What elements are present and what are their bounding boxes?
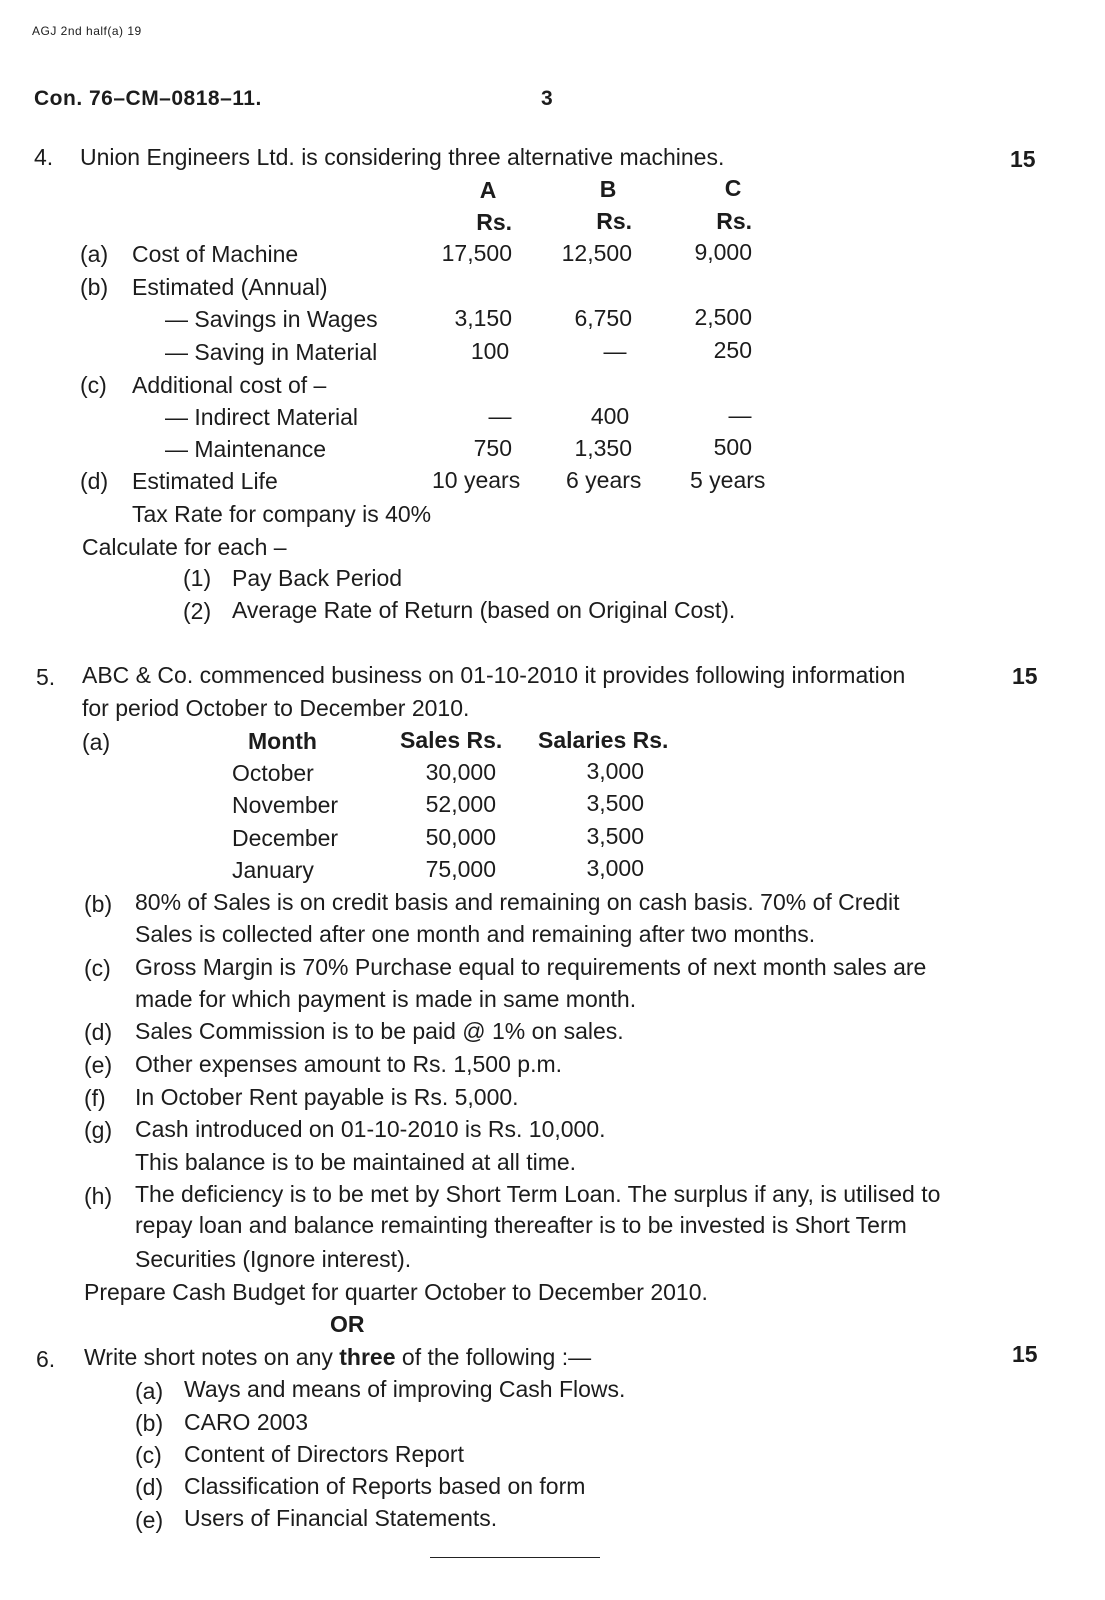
point-line: Sales Commission is to be paid @ 1% on sales. — [135, 1018, 624, 1044]
item-label: (b) — [135, 1410, 164, 1436]
value-a: 750 — [473, 435, 512, 461]
item-text: Classification of Reports based on form — [184, 1473, 586, 1499]
table-label: (a) — [82, 729, 111, 755]
unit-label-a: Rs. — [476, 209, 512, 235]
question-number: 6. — [36, 1346, 56, 1372]
point-label: (f) — [84, 1085, 106, 1111]
row-text: — Maintenance — [165, 436, 327, 462]
tax-note: Tax Rate for company is 40% — [132, 501, 432, 527]
end-rule — [430, 1557, 600, 1558]
value-b: — — [603, 338, 627, 364]
row-text: — Saving in Material — [165, 339, 378, 365]
month-cell: November — [232, 792, 339, 818]
value-a: — — [488, 403, 512, 429]
question-intro — [84, 1346, 591, 1369]
value-c: 500 — [713, 434, 752, 460]
column-header-c: C — [724, 175, 742, 201]
item-text: Content of Directors Report — [184, 1441, 464, 1467]
column-header-b: B — [599, 176, 617, 202]
salaries-cell: 3,000 — [586, 758, 644, 784]
unit-label-b: Rs. — [596, 208, 632, 234]
value-a: 17,500 — [441, 240, 512, 266]
intro-text: of the following :— — [401, 1344, 592, 1370]
intro-text: Write short notes on any — [84, 1344, 333, 1370]
question-intro-line-2: for period October to December 2010. — [82, 695, 470, 721]
question-intro-line-1: ABC & Co. commenced business on 01-10-2010 it provides following information — [82, 662, 906, 688]
task-text: Average Rate of Return (based on Original Cost). — [232, 597, 736, 623]
task-text: Pay Back Period — [232, 565, 403, 591]
value-a: 3,150 — [454, 305, 512, 331]
unit-label-c: Rs. — [716, 208, 752, 234]
point-line: In October Rent payable is Rs. 5,000. — [135, 1084, 519, 1110]
column-header-a: A — [479, 177, 497, 203]
row-label: (a) — [80, 241, 109, 267]
month-cell: October — [232, 760, 314, 786]
row-label: (b) — [80, 274, 109, 300]
item-label: (e) — [135, 1507, 164, 1533]
task-number: (2) — [183, 598, 212, 624]
value-a: 10 years — [432, 467, 521, 493]
sales-cell: 50,000 — [425, 824, 496, 850]
point-line: Gross Margin is 70% Purchase equal to requirements of next month sales are — [135, 954, 927, 980]
point-label: (c) — [84, 955, 111, 981]
task-number: (1) — [183, 565, 212, 591]
calc-intro: Calculate for each – — [82, 534, 287, 560]
point-line: Cash introduced on 01-10-2010 is Rs. 10,000. — [135, 1116, 606, 1142]
or-separator: OR — [330, 1311, 365, 1337]
column-header-sales: Sales Rs. — [400, 727, 503, 753]
question-number: 5. — [36, 664, 56, 690]
value-c: 250 — [713, 337, 752, 363]
row-text: — Indirect Material — [165, 404, 359, 430]
sales-cell: 75,000 — [425, 856, 496, 882]
item-label: (a) — [135, 1378, 164, 1404]
point-label: (b) — [84, 891, 113, 917]
question-intro: Union Engineers Ltd. is considering three alternative machines. — [80, 144, 725, 170]
row-text: Additional cost of – — [132, 372, 327, 398]
item-text: Users of Financial Statements. — [184, 1505, 498, 1531]
question-marks: 15 — [1012, 663, 1038, 689]
value-b: 12,500 — [561, 240, 632, 266]
item-label: (c) — [135, 1442, 162, 1468]
point-label: (d) — [84, 1019, 113, 1045]
salaries-cell: 3,500 — [586, 790, 644, 816]
row-text: Estimated (Annual) — [132, 274, 328, 300]
question-instruction: Prepare Cash Budget for quarter October to December 2010. — [84, 1279, 708, 1305]
point-label: (h) — [84, 1183, 113, 1209]
point-line: Sales is collected after one month and remaining after two months. — [135, 921, 816, 947]
intro-emphasis: three — [339, 1344, 396, 1370]
column-header-salaries: Salaries Rs. — [538, 727, 669, 753]
point-line: made for which payment is made in same month. — [135, 986, 637, 1012]
paper-code: Con. 76–CM–0818–11. — [34, 87, 262, 110]
value-b: 1,350 — [574, 435, 632, 461]
salaries-cell: 3,000 — [586, 855, 644, 881]
row-text: Estimated Life — [132, 468, 278, 494]
row-label: (d) — [80, 468, 109, 494]
point-line: This balance is to be maintained at all time. — [135, 1149, 577, 1175]
value-a: 100 — [470, 338, 510, 364]
page-number: 3 — [541, 87, 554, 110]
month-cell: January — [232, 857, 314, 883]
point-line: The deficiency is to be met by Short Term Loan. The surplus if any, is utilised to — [135, 1181, 941, 1207]
month-cell: December — [232, 825, 339, 851]
row-text: Cost of Machine — [132, 241, 299, 267]
point-line: Securities (Ignore interest). — [135, 1246, 412, 1272]
value-c: — — [728, 402, 752, 428]
value-c: 2,500 — [694, 304, 752, 330]
header-tag: AGJ 2nd half(a) 19 — [32, 24, 142, 38]
question-marks: 15 — [1012, 1341, 1038, 1367]
item-text: Ways and means of improving Cash Flows. — [184, 1376, 626, 1402]
point-label: (e) — [84, 1052, 113, 1078]
salaries-cell: 3,500 — [586, 823, 644, 849]
point-label: (g) — [84, 1117, 113, 1143]
column-header-month: Month — [248, 728, 317, 754]
value-c: 9,000 — [694, 239, 752, 265]
question-number: 4. — [34, 144, 54, 170]
value-b: 400 — [590, 403, 630, 429]
sales-cell: 52,000 — [425, 791, 496, 817]
point-line: 80% of Sales is on credit basis and remaining on cash basis. 70% of Credit — [135, 889, 900, 915]
question-marks: 15 — [1010, 146, 1036, 172]
sales-cell: 30,000 — [425, 759, 496, 785]
point-line: repay loan and balance remainting thereafter is to be invested is Short Term — [135, 1212, 907, 1238]
item-label: (d) — [135, 1474, 164, 1500]
row-label: (c) — [80, 372, 107, 398]
value-c: 5 years — [690, 467, 766, 493]
value-b: 6 years — [566, 467, 642, 493]
point-line: Other expenses amount to Rs. 1,500 p.m. — [135, 1051, 563, 1077]
row-text: — Savings in Wages — [165, 306, 378, 332]
value-b: 6,750 — [574, 305, 632, 331]
item-text: CARO 2003 — [184, 1409, 309, 1435]
